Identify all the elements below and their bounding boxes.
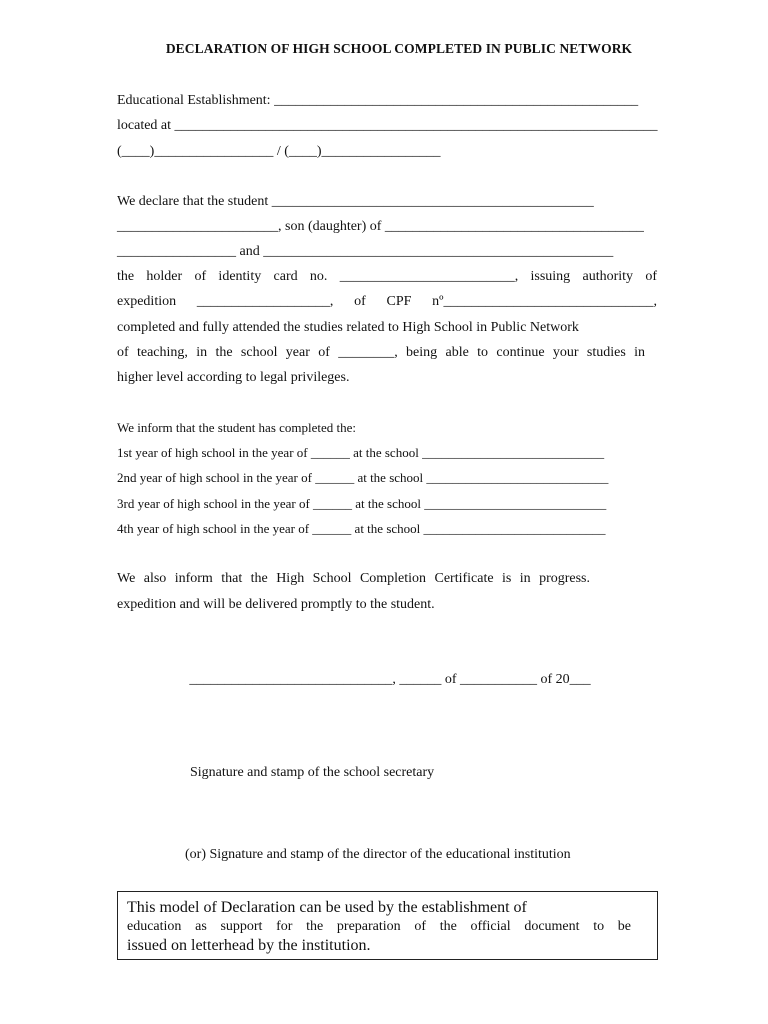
inform-intro: We inform that the student has completed the: (117, 420, 357, 435)
usage-note-line-2: education as support for the preparation of the official document to be (127, 919, 631, 934)
usage-note-line-3: issued on letterhead by the institution. (127, 937, 371, 954)
declaration-line-5: expedition ___________________, of CPF nº______________________________, (117, 294, 657, 309)
director-signature-label: (or) Signature and stamp of the director of the educational institution (185, 847, 571, 862)
declaration-line-8: higher level according to legal privileges. (117, 370, 350, 385)
declaration-line-4: the holder of identity card no. _________________________, issuing authority of (117, 269, 657, 284)
usage-note-box (117, 891, 658, 960)
school-year-row: 1st year of high school in the year of ______ at the school ____________________________ (117, 445, 605, 460)
declaration-line-2: _______________________, son (daughter) of _____________________________________ (117, 219, 644, 234)
certificate-note-line-2: expedition and will be delivered promptly to the student. (117, 597, 435, 612)
school-year-row: 4th year of high school in the year of ______ at the school ____________________________ (117, 521, 606, 536)
declaration-line-3: _________________ and __________________________________________________ (117, 244, 614, 259)
certificate-note-line-1: We also inform that the High School Completion Certificate is in progress. (117, 571, 590, 586)
document-title: DECLARATION OF HIGH SCHOOL COMPLETED IN PUBLIC NETWORK (165, 41, 633, 56)
usage-note-line-1: This model of Declaration can be used by the establishment of (127, 899, 527, 916)
school-year-row: 2nd year of high school in the year of ______ at the school ____________________________ (117, 470, 609, 485)
school-year-row: 3rd year of high school in the year of ______ at the school ____________________________ (117, 496, 607, 511)
declaration-line-6: completed and fully attended the studies related to High School in Public Network (117, 320, 579, 335)
establishment-name-line: Educational Establishment: ____________________________________________________ (117, 93, 639, 108)
declaration-line-7: of teaching, in the school year of ________, being able to continue your studies in (117, 345, 645, 360)
secretary-signature-label: Signature and stamp of the school secretary (190, 765, 435, 780)
establishment-location-line: located at _____________________________________________________________________ (117, 118, 658, 133)
place-date-line: _____________________________, ______ of ___________ of 20___ (189, 672, 591, 687)
establishment-phone-line: (____)_________________ / (____)_________________ (117, 144, 441, 159)
declaration-line-1: We declare that the student ______________________________________________ (117, 194, 594, 209)
